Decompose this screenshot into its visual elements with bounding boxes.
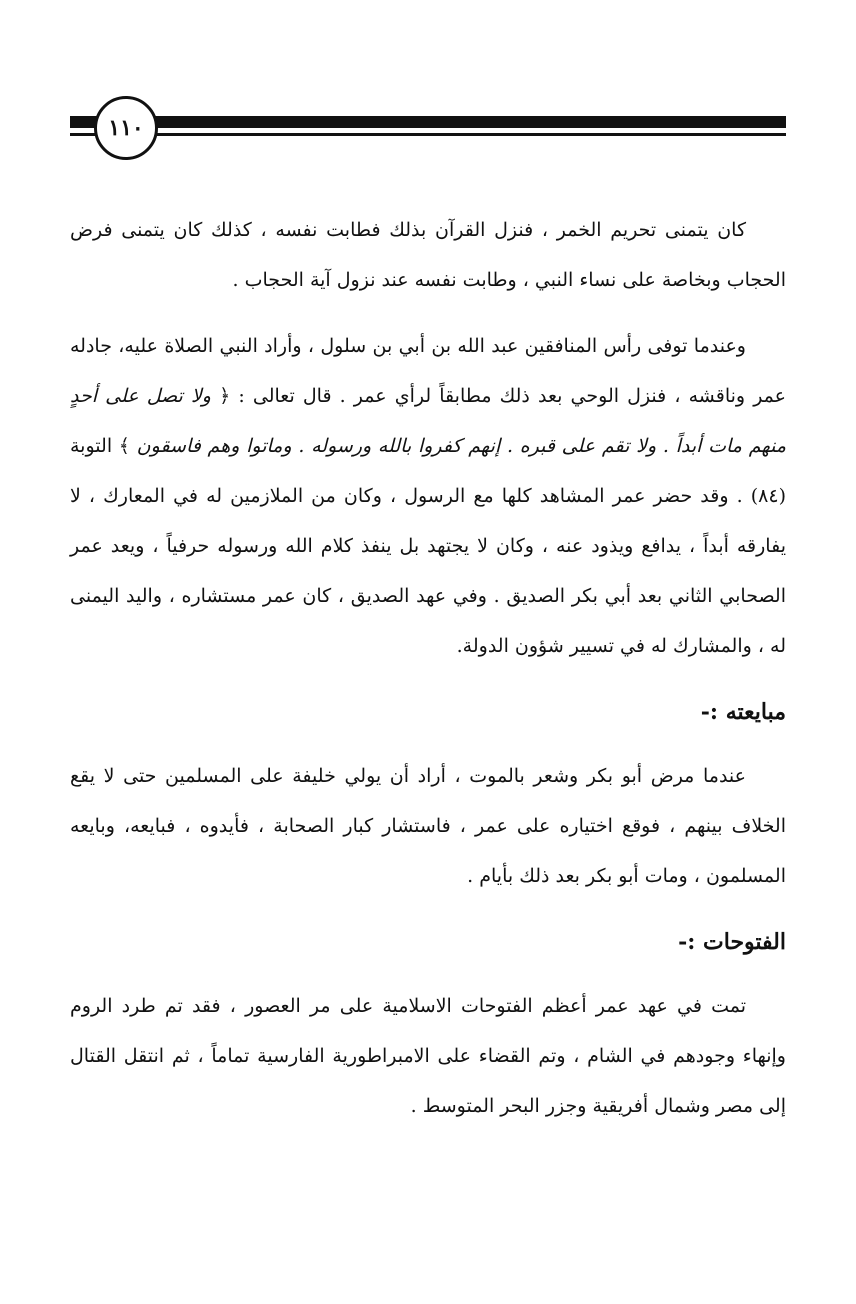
page-body xyxy=(70,205,786,1131)
paragraph-3: عندما مرض أبو بكر وشعر بالموت ، أراد أن يولي خليفة على المسلمين حتى لا يقع الخلاف بينهم ، فوقع اختياره على عمر ، فاستشار كبار الصحابة ، فأيدوه ، فبايعه، وبايعه المسلمون ، ومات أبو بكر بعد ذلك بأيام . xyxy=(70,765,786,887)
paragraph-2 xyxy=(70,321,786,671)
paragraph-4: تمت في عهد عمر أعظم الفتوحات الاسلامية على مر العصور ، فقد تم طرد الروم وإنهاء وجودهم في الشام ، وتم القضاء على الامبراطورية الفارسية تماماً ، ثم انتقل القتال إلى مصر وشمال أفريقية وجزر البحر المتوسط . xyxy=(70,995,786,1117)
section-heading-conquests: الفتوحات :- xyxy=(678,929,786,955)
section-heading-allegiance: مبايعته :- xyxy=(700,699,786,725)
quran-verse: ولا تصل على أحدٍ منهم مات أبداً . ولا تقم على قبره . إنهم كفروا بالله ورسوله . وماتوا وهم فاسقون xyxy=(70,385,787,457)
header-rule-thick xyxy=(70,116,786,128)
paragraph-2-continuation: ﴾ التوبة (٨٤) . وقد حضر عمر المشاهد كلها مع الرسول ، وكان من الملازمين له في المعارك ، لا يفارقه أبداً ، يدافع ويذود عنه ، وكان لا يجتهد بل ينفذ كلام الله ورسوله حرفياً ، ويعد عمر الصحابي الثاني بعد أبي بكر الصديق . وفي عهد الصديق ، كان عمر مستشاره ، واليد اليمنى له ، والمشارك له في تسيير شؤون الدولة. xyxy=(70,435,786,657)
paragraph-1: كان يتمنى تحريم الخمر ، فنزل القرآن بذلك فطابت نفسه ، كذلك كان يتمنى فرض الحجاب وبخاصة على نساء النبي ، وطابت نفسه عند نزول آية الحجاب . xyxy=(70,219,786,291)
page-number: ١١٠ xyxy=(94,96,158,160)
page-header xyxy=(70,96,786,160)
header-rule-thin xyxy=(70,133,786,136)
paragraph-2-intro: وعندما توفى رأس المنافقين عبد الله بن أبي بن سلول ، وأراد النبي الصلاة عليه، جادله عمر وناقشه ، فنزل الوحي بعد ذلك مطابقاً لرأي عمر . قال تعالى : ﴿ xyxy=(70,335,786,407)
